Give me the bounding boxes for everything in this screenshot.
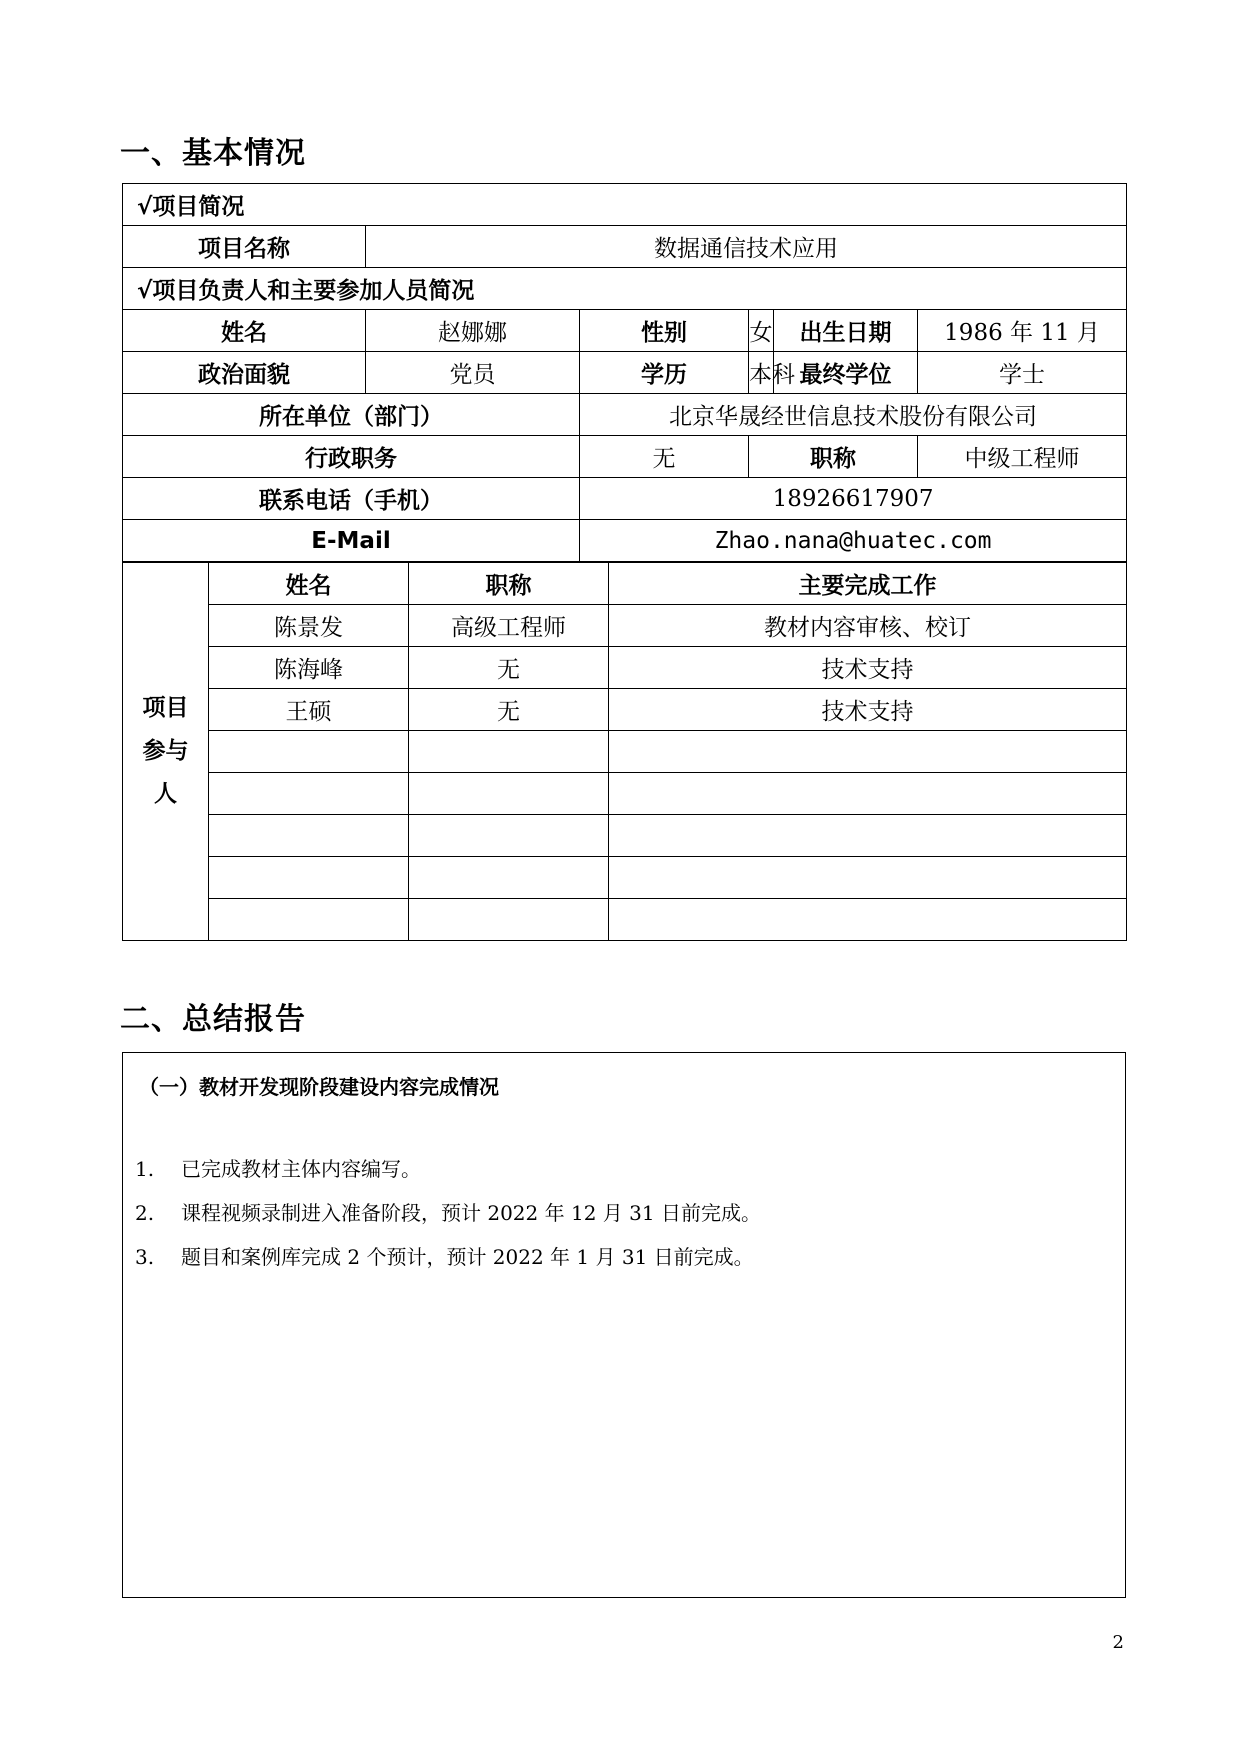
participants-header-title: 职称 [409,563,609,605]
list-item-text: 题目和案例库完成 2 个预计，预计 2022 年 1 月 31 日前完成。 [181,1245,754,1269]
table-row [123,899,1127,941]
participant-title: 无 [409,689,609,731]
project-overview-label: √项目简况 [123,184,1127,226]
participant-title [409,857,609,899]
gender-label: 性别 [580,310,749,352]
participant-name: 陈海峰 [209,647,409,689]
list-item-text: 已完成教材主体内容编写。 [181,1157,421,1181]
birth-label: 出生日期 [774,310,918,352]
participants-side-label [123,563,209,941]
leader-section-label: √项目负责人和主要参加人员简况 [123,268,1127,310]
participants-header-name: 姓名 [209,563,409,605]
table-row [123,731,1127,773]
participants-header-work: 主要完成工作 [609,563,1127,605]
list-item-number: 1. [135,1157,155,1181]
participant-name [209,899,409,941]
participant-title [409,731,609,773]
participant-work [609,731,1127,773]
unit-label: 所在单位（部门） [123,394,580,436]
table-row [123,815,1127,857]
leader-name-label: 姓名 [123,310,366,352]
participant-name [209,815,409,857]
degree-value: 学士 [918,352,1127,394]
phone-label: 联系电话（手机） [123,478,580,520]
political-label: 政治面貌 [123,352,366,394]
degree-label: 最终学位 [774,352,918,394]
participant-title [409,899,609,941]
table-row [123,857,1127,899]
birth-label-and-value [918,310,1127,352]
participant-title: 无 [409,647,609,689]
participant-work [609,773,1127,815]
participant-title [409,815,609,857]
participant-name: 陈景发 [209,605,409,647]
list-item-text: 课程视频录制进入准备阶段，预计 2022 年 12 月 31 日前完成。 [181,1201,761,1225]
participant-work [609,899,1127,941]
participant-title: 高级工程师 [409,605,609,647]
table-row [123,647,1127,689]
section-title-basic: 一、基本情况 [120,136,306,171]
summary-subtitle: （一）教材开发现阶段建设内容完成情况 [139,1075,499,1099]
list-item-number: 3. [135,1245,155,1269]
list-item [135,1197,761,1226]
participant-name [209,773,409,815]
email-label: E-Mail [123,520,580,562]
participant-work: 技术支持 [609,647,1127,689]
leader-name-value: 赵娜娜 [366,310,580,352]
project-name-label: 项目名称 [123,226,366,268]
participant-name: 王硕 [209,689,409,731]
participant-work [609,815,1127,857]
participant-work: 技术支持 [609,689,1127,731]
table-row [123,773,1127,815]
project-name-value: 数据通信技术应用 [366,226,1127,268]
admin-value: 无 [580,436,749,478]
political-value: 党员 [366,352,580,394]
phone-value: 18926617907 [580,478,1127,520]
participant-title [409,773,609,815]
participants-side-text: 项目参与人 [142,695,189,807]
basic-info-table [122,183,1127,562]
page-number: 2 [1112,1632,1124,1653]
list-item [135,1241,754,1270]
participant-name [209,731,409,773]
participant-work: 教材内容审核、校订 [609,605,1127,647]
summary-report-box [122,1052,1126,1598]
title-value: 中级工程师 [918,436,1127,478]
participant-work [609,857,1127,899]
unit-value: 北京华晟经世信息技术股份有限公司 [580,394,1127,436]
list-item [135,1153,421,1182]
email-value: Zhao.nana@huatec.com [580,520,1127,562]
table-row [123,689,1127,731]
education-value: 本科 [749,352,774,394]
admin-label: 行政职务 [123,436,580,478]
participant-name [209,857,409,899]
table-row [123,605,1127,647]
title-label: 职称 [749,436,918,478]
section-title-summary: 二、总结报告 [120,1002,306,1037]
participants-table [122,562,1127,941]
gender-value: 女 [749,310,774,352]
education-label: 学历 [580,352,749,394]
birth-value: 1986 年 11 月 [944,320,1100,346]
list-item-number: 2. [135,1201,155,1225]
